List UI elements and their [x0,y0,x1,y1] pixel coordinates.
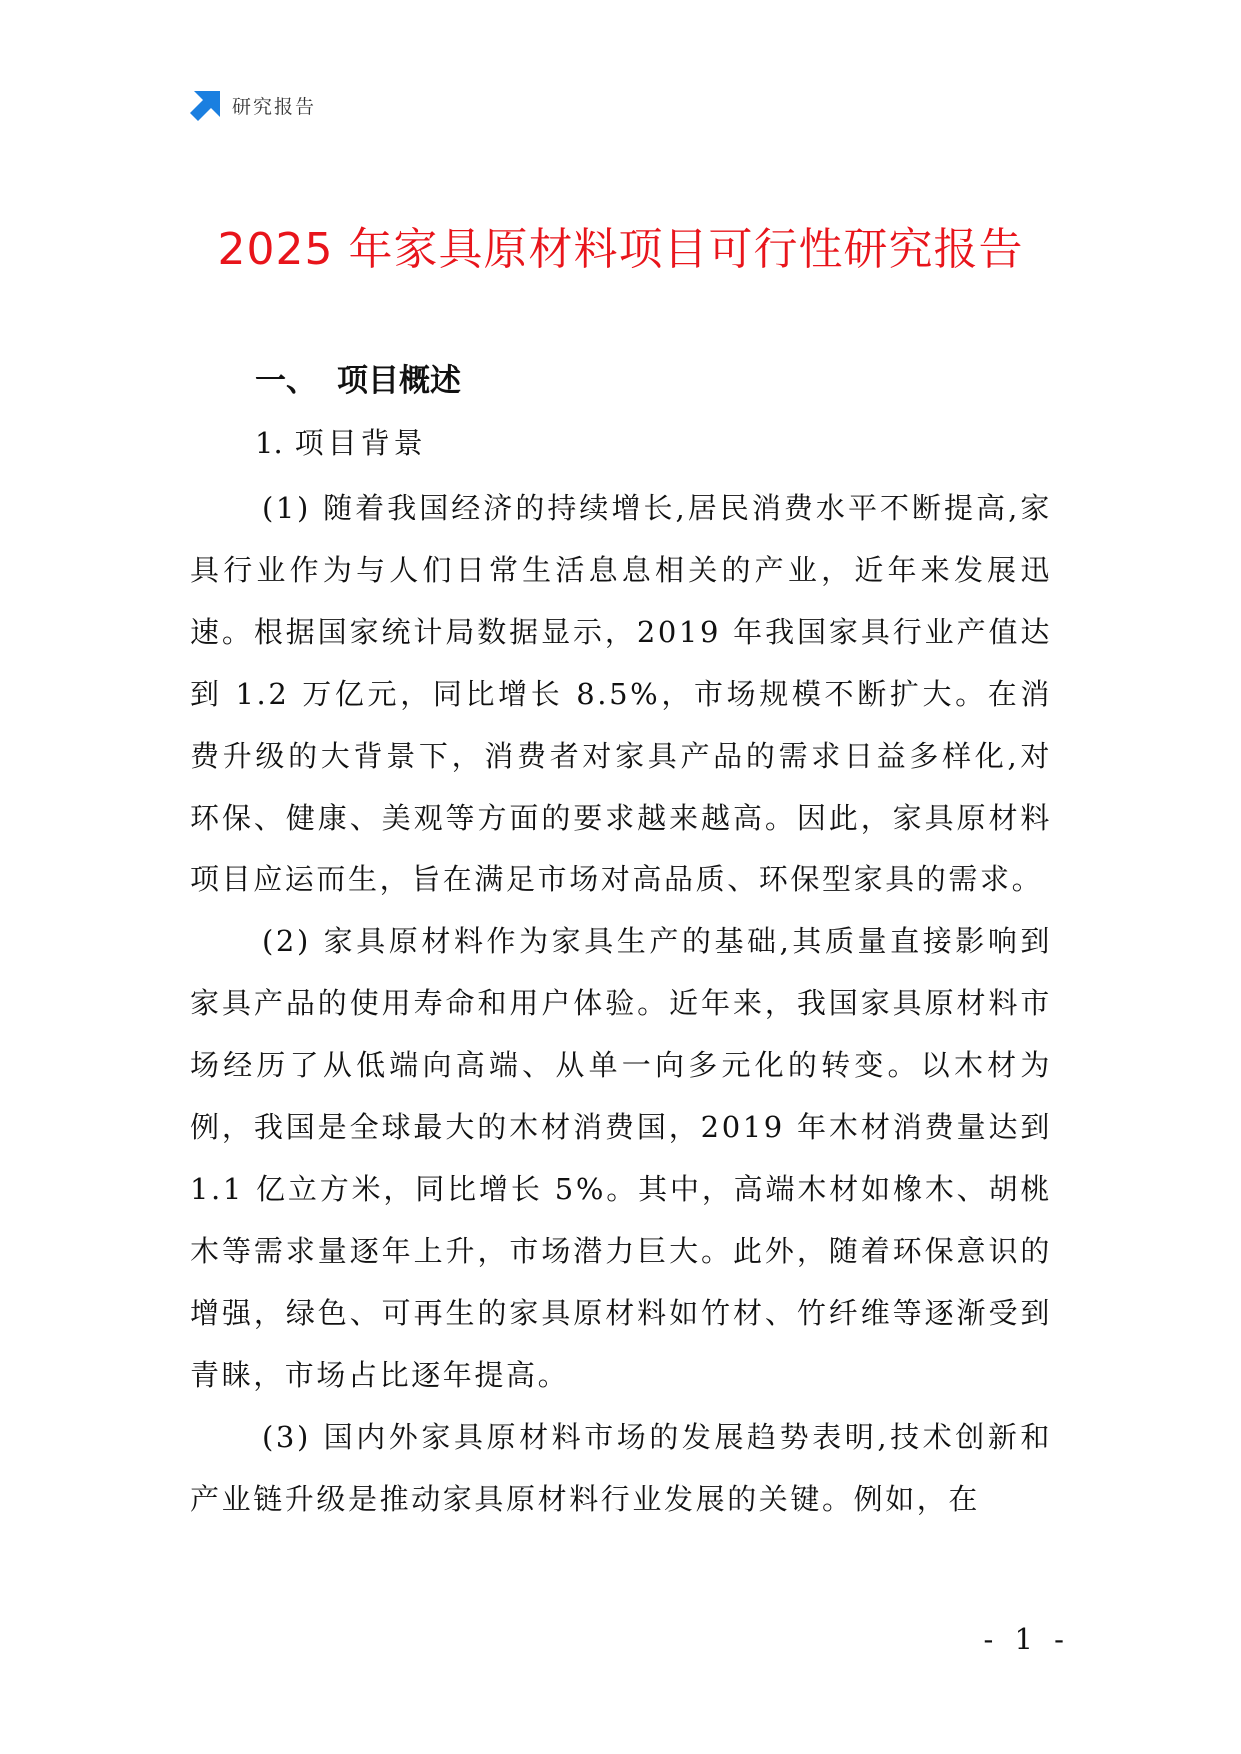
header-brand: 研究报告 [232,95,317,118]
section-number: 一、 [255,363,317,399]
paragraph-1: (1) 随着我国经济的持续增长,居民消费水平不断提高,家具行业作为与人们日常生活息息相关的产业，近年来发展迅速。根据国家统计局数据显示，2019 年我国家具行业产值达到 1.2 万亿元，同比增长 8.5%，市场规模不断扩大。在消费升级的大背景下，消费者对家具产品的需求日益多样化,对环保、健康、美观等方面的要求越来越高。因此，家具原材料项目应运而生，旨在满足市场对高品质、环保型家具的需求。 [190,491,1052,897]
paragraph-3: (3) 国内外家具原材料市场的发展趋势表明,技术创新和产业链升级是推动家具原材料行业发展的关键。例如，在 [190,1419,1052,1516]
subsection-heading [255,420,427,466]
paragraph-2: (2) 家具原材料作为家具生产的基础,其质量直接影响到家具产品的使用寿命和用户体验。近年来，我国家具原材料市场经历了从低端向高端、从单一向多元化的转变。以木材为例，我国是全球最大的木材消费国，2019 年木材消费量达到 1.1 亿立方米，同比增长 5%。其中，高端木材如橡木、胡桃木等需求量逐年上升，市场潜力巨大。此外，随着环保意识的增强，绿色、可再生的家具原材料如竹材、竹纤维等逐渐受到青睐，市场占比逐年提高。 [190,924,1052,1392]
page-header [190,88,316,122]
document-title: 2025 年家具原材料项目可行性研究报告 [217,224,1024,275]
section-title: 项目概述 [337,363,461,399]
diagonal-arrow-logo-icon [190,89,222,121]
body-text [190,478,1052,1530]
subsection-number: 1. [255,426,283,460]
section-heading [255,358,461,404]
subsection-title: 项目背景 [294,426,427,460]
page-number: - 1 - [983,1622,1070,1656]
